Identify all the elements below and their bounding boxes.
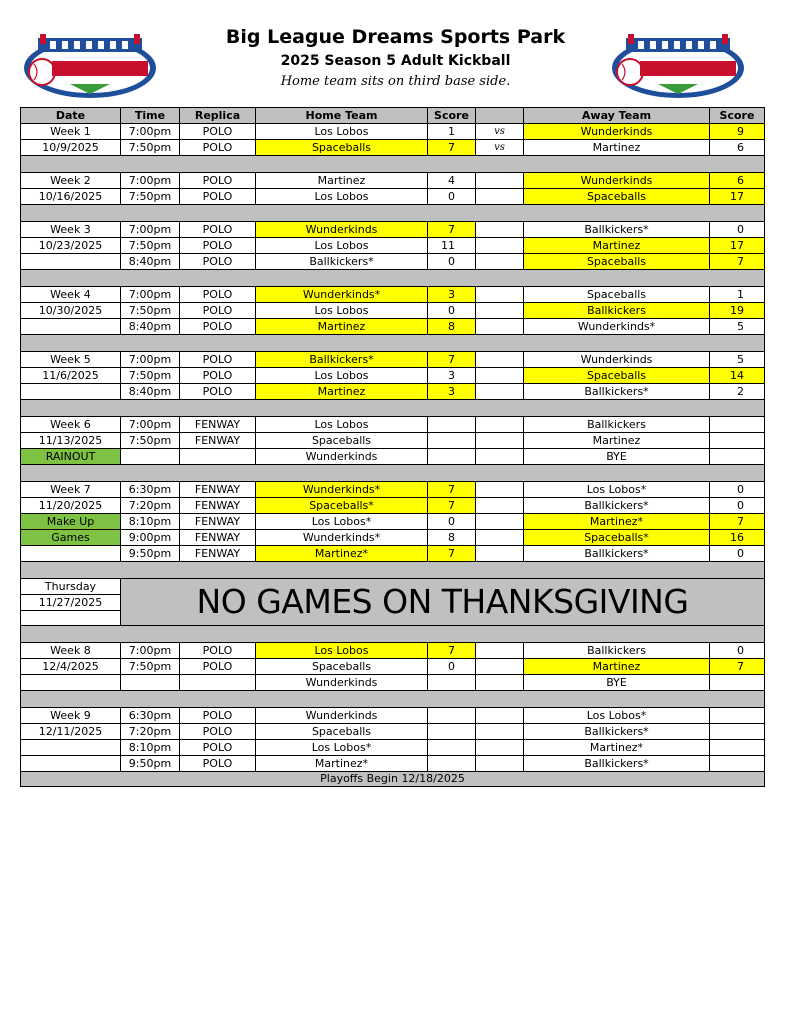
away-team-cell: Ballkickers* <box>524 222 710 238</box>
date-cell <box>21 546 121 562</box>
replica-cell: POLO <box>180 708 256 724</box>
home-team-cell: Los Lobos <box>256 368 428 384</box>
game-row <box>21 675 765 691</box>
separator-row <box>21 626 765 643</box>
game-row <box>21 287 765 303</box>
col-header-away-score: Score <box>710 108 765 124</box>
date-cell: Week 7 <box>21 482 121 498</box>
separator-cell <box>21 691 765 708</box>
replica-cell: POLO <box>180 124 256 140</box>
table-header-row <box>21 108 765 124</box>
thanksgiving-blank <box>21 611 120 625</box>
away-team-cell: Ballkickers* <box>524 498 710 514</box>
away-score-cell <box>710 756 765 772</box>
game-row <box>21 140 765 156</box>
date-cell: 10/16/2025 <box>21 189 121 205</box>
date-cell: 10/30/2025 <box>21 303 121 319</box>
away-score-cell: 5 <box>710 319 765 335</box>
game-row <box>21 659 765 675</box>
vs-cell <box>476 417 524 433</box>
home-score-cell: 3 <box>428 384 476 400</box>
home-score-cell <box>428 724 476 740</box>
time-cell: 7:20pm <box>121 498 180 514</box>
separator-cell <box>21 465 765 482</box>
vs-cell <box>476 756 524 772</box>
away-team-cell: Los Lobos* <box>524 708 710 724</box>
home-score-cell <box>428 417 476 433</box>
home-team-cell: Los Lobos <box>256 643 428 659</box>
replica-cell: FENWAY <box>180 498 256 514</box>
col-header-time: Time <box>121 108 180 124</box>
separator-row <box>21 205 765 222</box>
home-team-cell: Wunderkinds* <box>256 530 428 546</box>
game-row <box>21 222 765 238</box>
schedule-table <box>20 107 765 787</box>
replica-cell <box>180 449 256 465</box>
time-cell: 9:00pm <box>121 530 180 546</box>
away-team-cell: BYE <box>524 675 710 691</box>
date-cell <box>21 384 121 400</box>
game-row <box>21 530 765 546</box>
time-cell: 6:30pm <box>121 482 180 498</box>
away-team-cell: Wunderkinds <box>524 173 710 189</box>
away-team-cell: Ballkickers <box>524 303 710 319</box>
time-cell: 8:40pm <box>121 384 180 400</box>
home-score-cell: 7 <box>428 643 476 659</box>
away-score-cell: 2 <box>710 384 765 400</box>
separator-row <box>21 156 765 173</box>
away-score-cell: 16 <box>710 530 765 546</box>
vs-cell <box>476 675 524 691</box>
home-team-cell: Los Lobos <box>256 238 428 254</box>
date-cell: Week 9 <box>21 708 121 724</box>
vs-cell: vs <box>476 124 524 140</box>
time-cell: 6:30pm <box>121 708 180 724</box>
away-score-cell: 0 <box>710 546 765 562</box>
time-cell: 7:20pm <box>121 724 180 740</box>
away-score-cell: 9 <box>710 124 765 140</box>
game-row <box>21 319 765 335</box>
away-score-cell: 5 <box>710 352 765 368</box>
playoffs-note: Playoffs Begin 12/18/2025 <box>21 772 765 787</box>
away-team-cell: Martinez <box>524 140 710 156</box>
col-header-vs <box>476 108 524 124</box>
away-team-cell: Ballkickers* <box>524 724 710 740</box>
away-team-cell: Ballkickers* <box>524 384 710 400</box>
home-team-cell: Wunderkinds <box>256 708 428 724</box>
separator-row <box>21 335 765 352</box>
home-score-cell: 4 <box>428 173 476 189</box>
vs-cell <box>476 659 524 675</box>
vs-cell <box>476 514 524 530</box>
home-team-note: Home team sits on third base side. <box>280 74 511 89</box>
replica-cell: POLO <box>180 740 256 756</box>
home-team-cell: Los Lobos* <box>256 514 428 530</box>
replica-cell: POLO <box>180 659 256 675</box>
time-cell: 7:50pm <box>121 140 180 156</box>
home-team-cell: Wunderkinds <box>256 449 428 465</box>
replica-cell: POLO <box>180 368 256 384</box>
home-score-cell: 8 <box>428 530 476 546</box>
game-row <box>21 514 765 530</box>
separator-row <box>21 691 765 708</box>
home-team-cell: Spaceballs* <box>256 498 428 514</box>
game-row <box>21 643 765 659</box>
home-team-cell: Spaceballs <box>256 659 428 675</box>
time-cell: 9:50pm <box>121 756 180 772</box>
time-cell: 7:50pm <box>121 238 180 254</box>
time-cell: 8:40pm <box>121 254 180 270</box>
date-cell: 12/11/2025 <box>21 724 121 740</box>
time-cell: 8:40pm <box>121 319 180 335</box>
separator-cell <box>21 205 765 222</box>
time-cell: 7:00pm <box>121 643 180 659</box>
vs-cell <box>476 287 524 303</box>
separator-cell <box>21 400 765 417</box>
away-score-cell <box>710 449 765 465</box>
game-row <box>21 417 765 433</box>
away-score-cell: 17 <box>710 238 765 254</box>
replica-cell: POLO <box>180 303 256 319</box>
away-team-cell: Ballkickers* <box>524 756 710 772</box>
date-cell: Make Up <box>21 514 121 530</box>
away-score-cell: 0 <box>710 498 765 514</box>
home-team-cell: Ballkickers* <box>256 254 428 270</box>
schedule-body <box>21 124 765 772</box>
page-subtitle: 2025 Season 5 Adult Kickball <box>280 53 511 69</box>
home-team-cell: Martinez* <box>256 546 428 562</box>
home-score-cell: 3 <box>428 368 476 384</box>
date-cell: Week 5 <box>21 352 121 368</box>
time-cell: 7:00pm <box>121 173 180 189</box>
away-team-cell: BYE <box>524 449 710 465</box>
date-cell: 11/20/2025 <box>21 498 121 514</box>
replica-cell: POLO <box>180 173 256 189</box>
replica-cell: POLO <box>180 222 256 238</box>
vs-cell <box>476 546 524 562</box>
date-cell <box>21 319 121 335</box>
vs-cell <box>476 498 524 514</box>
replica-cell: POLO <box>180 352 256 368</box>
col-header-date: Date <box>21 108 121 124</box>
date-cell: Week 1 <box>21 124 121 140</box>
page-header <box>0 0 791 106</box>
away-team-cell: Martinez <box>524 238 710 254</box>
replica-cell: POLO <box>180 287 256 303</box>
date-cell: Week 8 <box>21 643 121 659</box>
home-team-cell: Martinez <box>256 319 428 335</box>
replica-cell: FENWAY <box>180 546 256 562</box>
vs-cell <box>476 319 524 335</box>
home-score-cell: 3 <box>428 287 476 303</box>
home-team-cell: Los Lobos <box>256 189 428 205</box>
home-score-cell <box>428 433 476 449</box>
away-score-cell: 14 <box>710 368 765 384</box>
thanksgiving-date: 11/27/2025 <box>21 595 120 611</box>
vs-cell <box>476 530 524 546</box>
game-row <box>21 724 765 740</box>
away-team-cell: Spaceballs <box>524 368 710 384</box>
away-team-cell: Martinez* <box>524 740 710 756</box>
home-score-cell: 8 <box>428 319 476 335</box>
home-team-cell: Martinez <box>256 384 428 400</box>
home-team-cell: Los Lobos* <box>256 740 428 756</box>
time-cell: 7:00pm <box>121 417 180 433</box>
replica-cell: POLO <box>180 238 256 254</box>
away-score-cell: 7 <box>710 659 765 675</box>
home-score-cell <box>428 740 476 756</box>
home-score-cell: 7 <box>428 352 476 368</box>
home-team-cell: Los Lobos <box>256 124 428 140</box>
home-score-cell: 0 <box>428 659 476 675</box>
replica-cell: FENWAY <box>180 530 256 546</box>
replica-cell: FENWAY <box>180 417 256 433</box>
away-score-cell <box>710 417 765 433</box>
separator-row <box>21 465 765 482</box>
time-cell: 7:50pm <box>121 368 180 384</box>
vs-cell <box>476 303 524 319</box>
away-team-cell: Martinez <box>524 659 710 675</box>
vs-cell <box>476 189 524 205</box>
replica-cell: POLO <box>180 189 256 205</box>
home-score-cell: 7 <box>428 222 476 238</box>
time-cell: 7:00pm <box>121 352 180 368</box>
home-team-cell: Martinez <box>256 173 428 189</box>
home-score-cell <box>428 449 476 465</box>
home-score-cell <box>428 708 476 724</box>
date-cell: Week 6 <box>21 417 121 433</box>
time-cell: 7:00pm <box>121 222 180 238</box>
replica-cell: FENWAY <box>180 514 256 530</box>
home-team-cell: Wunderkinds* <box>256 287 428 303</box>
vs-cell <box>476 740 524 756</box>
away-score-cell: 17 <box>710 189 765 205</box>
date-cell <box>21 756 121 772</box>
away-score-cell <box>710 708 765 724</box>
date-cell: 10/9/2025 <box>21 140 121 156</box>
replica-cell <box>180 675 256 691</box>
home-team-cell: Los Lobos <box>256 417 428 433</box>
home-team-cell: Spaceballs <box>256 140 428 156</box>
date-cell <box>21 740 121 756</box>
date-cell: Week 2 <box>21 173 121 189</box>
date-cell: Week 4 <box>21 287 121 303</box>
game-row <box>21 433 765 449</box>
game-row <box>21 498 765 514</box>
home-team-cell: Spaceballs <box>256 433 428 449</box>
game-row <box>21 352 765 368</box>
separator-cell <box>21 562 765 579</box>
away-team-cell: Spaceballs* <box>524 530 710 546</box>
replica-cell: POLO <box>180 724 256 740</box>
away-score-cell: 19 <box>710 303 765 319</box>
separator-row <box>21 270 765 287</box>
vs-cell <box>476 352 524 368</box>
separator-cell <box>21 156 765 173</box>
thanksgiving-date-cell <box>21 579 121 626</box>
home-team-cell: Wunderkinds <box>256 675 428 691</box>
away-score-cell <box>710 433 765 449</box>
vs-cell <box>476 724 524 740</box>
game-row <box>21 124 765 140</box>
away-score-cell <box>710 724 765 740</box>
game-row <box>21 482 765 498</box>
replica-cell: FENWAY <box>180 482 256 498</box>
away-team-cell: Spaceballs <box>524 189 710 205</box>
time-cell: 7:00pm <box>121 124 180 140</box>
game-row <box>21 303 765 319</box>
footer-row <box>21 772 765 787</box>
away-score-cell: 7 <box>710 254 765 270</box>
thanksgiving-day: Thursday <box>21 579 120 595</box>
away-team-cell: Ballkickers <box>524 643 710 659</box>
date-cell: Week 3 <box>21 222 121 238</box>
separator-row <box>21 400 765 417</box>
thanksgiving-banner: NO GAMES ON THANKSGIVING <box>121 579 765 626</box>
home-score-cell: 0 <box>428 303 476 319</box>
date-cell: 11/6/2025 <box>21 368 121 384</box>
replica-cell: POLO <box>180 384 256 400</box>
replica-cell: POLO <box>180 319 256 335</box>
date-cell: 11/13/2025 <box>21 433 121 449</box>
date-cell <box>21 254 121 270</box>
thanksgiving-row <box>21 579 765 626</box>
away-team-cell: Ballkickers* <box>524 546 710 562</box>
replica-cell: FENWAY <box>180 433 256 449</box>
away-team-cell: Wunderkinds <box>524 124 710 140</box>
replica-cell: POLO <box>180 254 256 270</box>
time-cell <box>121 449 180 465</box>
date-cell <box>21 675 121 691</box>
game-row <box>21 756 765 772</box>
col-header-home-team: Home Team <box>256 108 428 124</box>
home-score-cell: 7 <box>428 546 476 562</box>
away-score-cell: 0 <box>710 222 765 238</box>
home-score-cell: 1 <box>428 124 476 140</box>
away-team-cell: Ballkickers <box>524 417 710 433</box>
game-row <box>21 173 765 189</box>
away-team-cell: Wunderkinds* <box>524 319 710 335</box>
game-row <box>21 708 765 724</box>
home-score-cell: 0 <box>428 254 476 270</box>
vs-cell <box>476 708 524 724</box>
home-score-cell <box>428 675 476 691</box>
vs-cell <box>476 643 524 659</box>
time-cell: 7:50pm <box>121 189 180 205</box>
replica-cell: POLO <box>180 140 256 156</box>
vs-cell <box>476 482 524 498</box>
date-cell: RAINOUT <box>21 449 121 465</box>
vs-cell <box>476 238 524 254</box>
separator-cell <box>21 626 765 643</box>
away-score-cell <box>710 740 765 756</box>
home-team-cell: Martinez* <box>256 756 428 772</box>
away-score-cell <box>710 675 765 691</box>
away-score-cell: 6 <box>710 173 765 189</box>
game-row <box>21 189 765 205</box>
home-score-cell: 0 <box>428 189 476 205</box>
away-team-cell: Martinez <box>524 433 710 449</box>
time-cell: 9:50pm <box>121 546 180 562</box>
home-team-cell: Ballkickers* <box>256 352 428 368</box>
date-cell: Games <box>21 530 121 546</box>
time-cell: 8:10pm <box>121 514 180 530</box>
vs-cell <box>476 222 524 238</box>
game-row <box>21 449 765 465</box>
vs-cell <box>476 433 524 449</box>
home-score-cell: 7 <box>428 498 476 514</box>
replica-cell: POLO <box>180 756 256 772</box>
game-row <box>21 546 765 562</box>
home-team-cell: Wunderkinds <box>256 222 428 238</box>
date-cell: 10/23/2025 <box>21 238 121 254</box>
home-score-cell: 11 <box>428 238 476 254</box>
away-team-cell: Spaceballs <box>524 287 710 303</box>
time-cell: 7:50pm <box>121 659 180 675</box>
home-score-cell: 7 <box>428 140 476 156</box>
page-title: Big League Dreams Sports Park <box>225 26 566 48</box>
separator-row <box>21 562 765 579</box>
col-header-replica: Replica <box>180 108 256 124</box>
time-cell: 8:10pm <box>121 740 180 756</box>
vs-cell <box>476 254 524 270</box>
vs-cell <box>476 449 524 465</box>
game-row <box>21 238 765 254</box>
vs-cell <box>476 368 524 384</box>
vs-cell: vs <box>476 140 524 156</box>
col-header-away-team: Away Team <box>524 108 710 124</box>
away-score-cell: 0 <box>710 482 765 498</box>
date-cell: 12/4/2025 <box>21 659 121 675</box>
time-cell <box>121 675 180 691</box>
separator-cell <box>21 270 765 287</box>
time-cell: 7:50pm <box>121 433 180 449</box>
vs-cell <box>476 384 524 400</box>
away-score-cell: 7 <box>710 514 765 530</box>
separator-cell <box>21 335 765 352</box>
vs-cell <box>476 173 524 189</box>
home-score-cell <box>428 756 476 772</box>
replica-cell: POLO <box>180 643 256 659</box>
away-score-cell: 0 <box>710 643 765 659</box>
away-team-cell: Wunderkinds <box>524 352 710 368</box>
home-team-cell: Wunderkinds* <box>256 482 428 498</box>
home-team-cell: Los Lobos <box>256 303 428 319</box>
home-score-cell: 0 <box>428 514 476 530</box>
away-team-cell: Los Lobos* <box>524 482 710 498</box>
away-score-cell: 1 <box>710 287 765 303</box>
time-cell: 7:50pm <box>121 303 180 319</box>
game-row <box>21 254 765 270</box>
game-row <box>21 368 765 384</box>
time-cell: 7:00pm <box>121 287 180 303</box>
game-row <box>21 740 765 756</box>
home-team-cell: Spaceballs <box>256 724 428 740</box>
col-header-home-score: Score <box>428 108 476 124</box>
away-team-cell: Spaceballs <box>524 254 710 270</box>
away-team-cell: Martinez* <box>524 514 710 530</box>
game-row <box>21 384 765 400</box>
home-score-cell: 7 <box>428 482 476 498</box>
away-score-cell: 6 <box>710 140 765 156</box>
